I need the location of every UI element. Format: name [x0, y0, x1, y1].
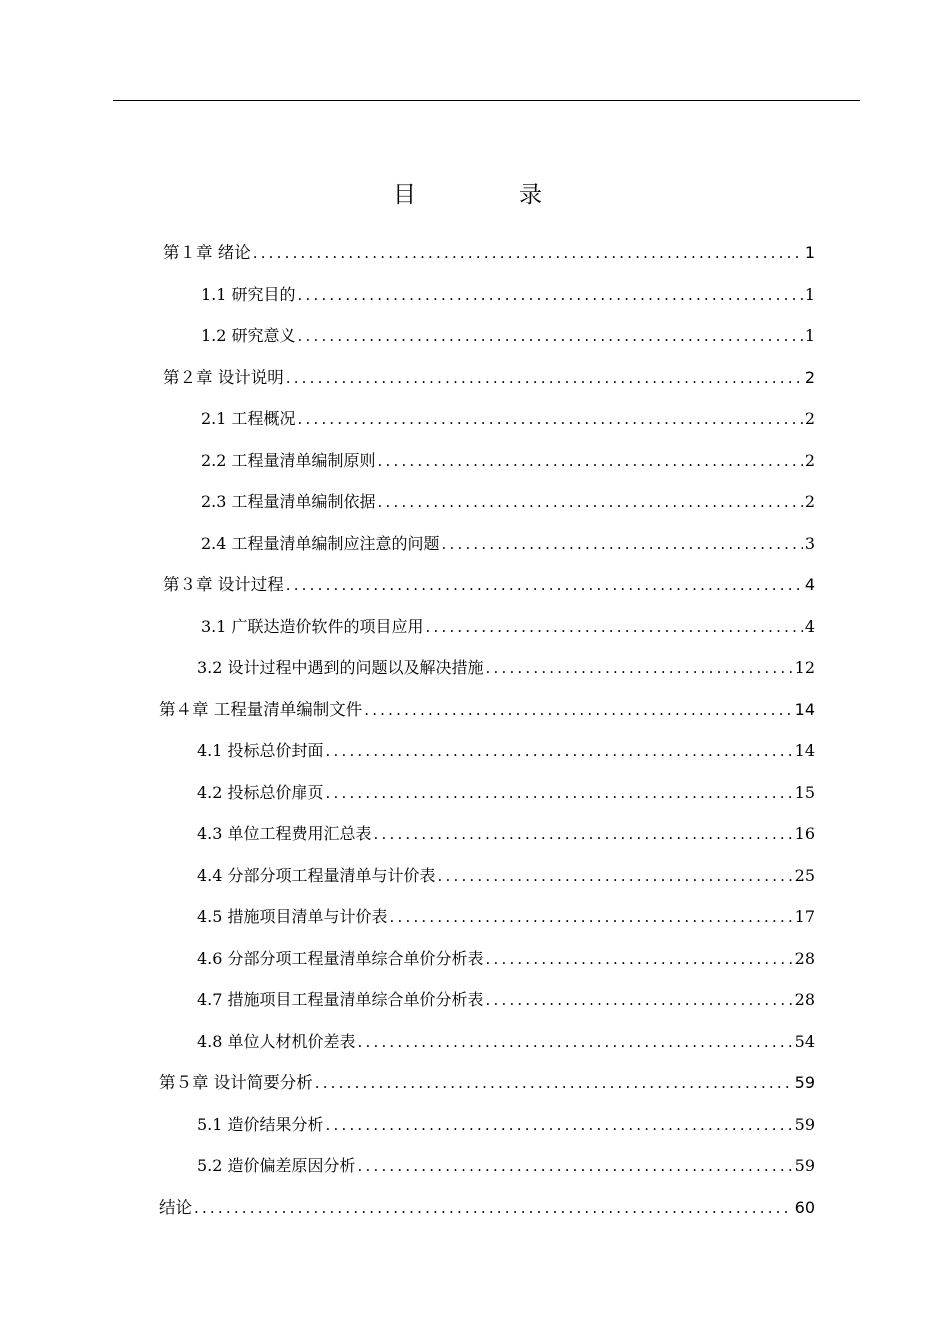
- toc-chapter-entry[interactable]: [159, 697, 815, 723]
- toc-entry-label: 4.5 措施项目清单与计价表: [197, 907, 388, 926]
- toc-section-entry[interactable]: [197, 738, 815, 764]
- toc-dot-leader: [286, 572, 803, 598]
- toc-dot-leader: [390, 904, 793, 930]
- toc-page-number: 28: [794, 948, 815, 968]
- toc-section-entry[interactable]: [197, 904, 815, 930]
- toc-page-number: 60: [794, 1197, 815, 1217]
- toc-page-number: 4: [804, 575, 815, 594]
- toc-page-number: 2: [804, 409, 815, 428]
- toc-page-number: 25: [794, 865, 815, 885]
- toc-entry-label: 2.4 工程量清单编制应注意的问题: [201, 533, 440, 553]
- toc-entry-label: 结论: [159, 1197, 192, 1217]
- toc-entry-label: 4.2 投标总价扉页: [197, 782, 324, 802]
- toc-entry-label: 2.3 工程量清单编制依据: [201, 492, 376, 511]
- toc-dot-leader: [298, 282, 803, 308]
- toc-dot-leader: [378, 489, 803, 515]
- toc-dot-leader: [442, 531, 803, 557]
- toc-dot-leader: [486, 655, 793, 681]
- toc-title: 目 录: [393, 182, 582, 208]
- toc-dot-leader: [374, 821, 793, 847]
- toc-entry-label: 第２章 设计说明: [163, 367, 284, 387]
- toc-page-number: 14: [794, 741, 815, 760]
- toc-chapter-entry[interactable]: [163, 572, 815, 598]
- toc-dot-leader: [315, 1070, 793, 1096]
- toc-entry-label: 第５章 设计简要分析: [159, 1073, 313, 1092]
- toc-chapter-entry[interactable]: [163, 365, 815, 391]
- toc-entry-label: 4.6 分部分项工程量清单综合单价分析表: [197, 948, 484, 968]
- toc-dot-leader: [326, 738, 793, 764]
- toc-page-number: 14: [794, 699, 815, 719]
- toc-section-entry[interactable]: [197, 655, 815, 681]
- toc-entry-label: 4.7 措施项目工程量清单综合单价分析表: [197, 990, 484, 1009]
- toc-page-number: 28: [794, 990, 815, 1009]
- toc-dot-leader: [298, 323, 803, 349]
- toc-section-entry[interactable]: [201, 489, 815, 515]
- toc-entry-label: 3.1 广联达造价软件的项目应用: [201, 616, 424, 636]
- toc-entry-label: 1.1 研究目的: [201, 284, 296, 304]
- toc-page-number: 15: [794, 782, 815, 802]
- toc-section-entry[interactable]: [197, 1029, 815, 1055]
- toc-dot-leader: [286, 365, 803, 391]
- toc-page-number: 59: [794, 1114, 815, 1134]
- toc-page-number: 1: [804, 284, 815, 304]
- toc-entry-label: 第１章 绪论: [163, 243, 251, 262]
- toc-section-entry[interactable]: [201, 323, 815, 349]
- toc-entry-label: 4.1 投标总价封面: [197, 741, 324, 760]
- toc-section-entry[interactable]: [197, 987, 815, 1013]
- toc-dot-leader: [364, 697, 792, 723]
- toc-section-entry[interactable]: [197, 821, 815, 847]
- toc-page-number: 2: [804, 492, 815, 511]
- toc-dot-leader: [426, 614, 803, 640]
- toc-entry-label: 第３章 设计过程: [163, 575, 284, 594]
- toc-dot-leader: [253, 240, 803, 266]
- toc-page-number: 2: [804, 367, 815, 387]
- toc-page-number: 2: [804, 450, 815, 470]
- toc-entry-label: 1.2 研究意义: [201, 326, 296, 345]
- toc-chapter-entry[interactable]: [163, 240, 815, 266]
- toc-page-number: 59: [794, 1073, 815, 1092]
- toc-section-entry[interactable]: [197, 946, 815, 972]
- toc-dot-leader: [298, 406, 803, 432]
- toc-page-number: 3: [804, 533, 815, 553]
- toc-entry-label: 2.1 工程概况: [201, 409, 296, 428]
- toc-dot-leader: [326, 780, 793, 806]
- toc-dot-leader: [358, 1153, 793, 1179]
- toc-entry-label: 4.3 单位工程费用汇总表: [197, 824, 372, 843]
- toc-dot-leader: [378, 448, 803, 474]
- toc-dot-leader: [326, 1112, 793, 1138]
- toc-dot-leader: [358, 1029, 793, 1055]
- toc-entry-label: 4.8 单位人材机价差表: [197, 1031, 356, 1051]
- toc-page-number: 1: [804, 243, 815, 262]
- toc-section-entry[interactable]: [197, 1112, 815, 1138]
- toc-chapter-entry[interactable]: [159, 1195, 815, 1221]
- toc-section-entry[interactable]: [201, 448, 815, 474]
- toc-entry-label: 第４章 工程量清单编制文件: [159, 699, 363, 719]
- toc-dot-leader: [486, 946, 793, 972]
- toc-page-number: 17: [794, 907, 815, 926]
- toc-section-entry[interactable]: [201, 406, 815, 432]
- toc-entry-label: 5.2 造价偏差原因分析: [197, 1156, 356, 1175]
- toc-entry-label: 3.2 设计过程中遇到的问题以及解决措施: [197, 658, 484, 677]
- toc-entry-label: 5.1 造价结果分析: [197, 1114, 324, 1134]
- toc-page-number: 4: [804, 616, 815, 636]
- toc-dot-leader: [438, 863, 793, 889]
- toc-entry-label: 2.2 工程量清单编制原则: [201, 450, 376, 470]
- toc-section-entry[interactable]: [201, 282, 815, 308]
- toc-entry-label: 4.4 分部分项工程量清单与计价表: [197, 865, 436, 885]
- toc-section-entry[interactable]: [201, 531, 815, 557]
- toc-dot-leader: [194, 1195, 793, 1221]
- toc-page-number: 54: [794, 1031, 815, 1051]
- toc-section-entry[interactable]: [197, 863, 815, 889]
- toc-section-entry[interactable]: [197, 780, 815, 806]
- toc-page-number: 16: [794, 824, 815, 843]
- toc-section-entry[interactable]: [197, 1153, 815, 1179]
- toc-page-number: 59: [794, 1156, 815, 1175]
- toc-dot-leader: [486, 987, 793, 1013]
- toc-section-entry[interactable]: [201, 614, 815, 640]
- toc-page-number: 1: [804, 326, 815, 345]
- toc-page-number: 12: [794, 658, 815, 677]
- toc-chapter-entry[interactable]: [159, 1070, 815, 1096]
